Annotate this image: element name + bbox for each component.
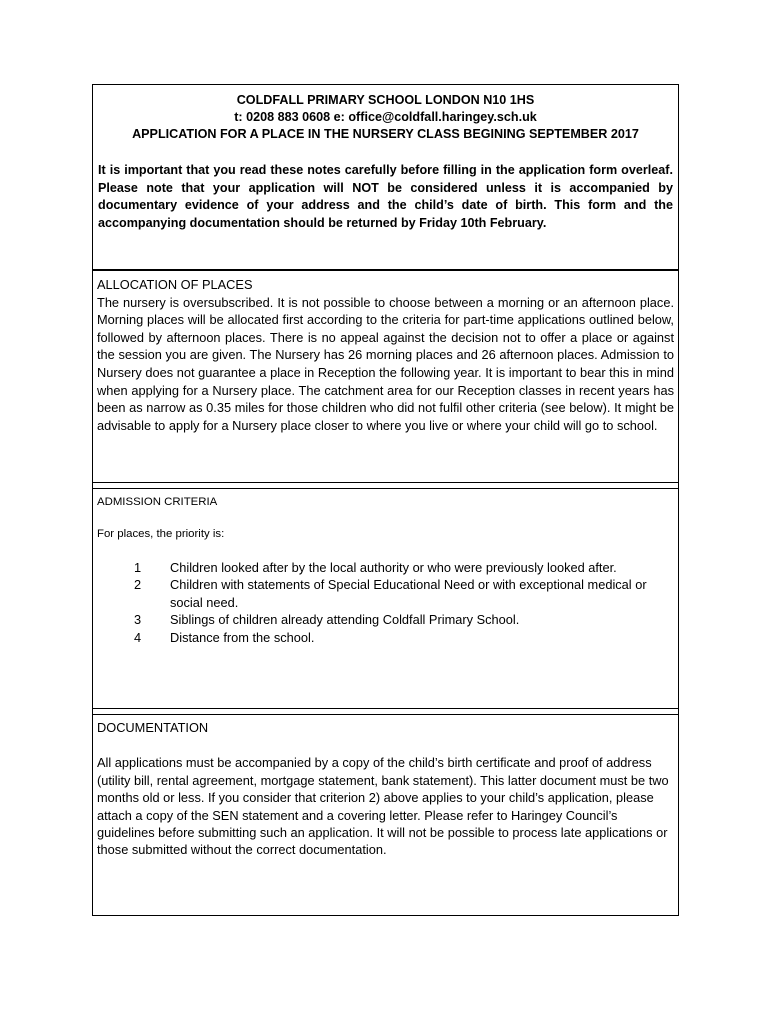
criteria-text: Distance from the school.	[170, 629, 315, 645]
criteria-number: 4	[134, 629, 142, 645]
documentation-text: All applications must be accompanied by a copy of the child’s birth certificate and proof of address (utility bill, rental agreement, mortgage statement, bank statement). This latter document must be two months old or less. If you consider that criterion 2) above applies to your child’s application, please attach a copy of the SEN statement and a covering letter. Please refer to Haringey Council’s guidelines before submitting such an application. It will not be possible to process late applications or those submitted without the correct documentation.	[97, 755, 669, 858]
documentation-section	[92, 714, 679, 916]
allocation-section	[92, 270, 679, 483]
form-title: APPLICATION FOR A PLACE IN THE NURSERY CLASS BEGINING SEPTEMBER 2017	[132, 127, 639, 141]
criteria-number: 2	[134, 577, 142, 593]
criteria-list	[97, 559, 674, 646]
list-item	[97, 629, 674, 646]
criteria-text: Children looked after by the local authority or who were previously looked after.	[170, 560, 617, 575]
school-contact: t: 0208 883 0608 e: office@coldfall.haringey.sch.uk	[234, 110, 537, 124]
criteria-number: 3	[134, 612, 142, 628]
important-notes: It is important that you read these notes carefully before filling in the application form overleaf. Please note that your application will NOT be considered unless it is accompanied by documentary evidence of your address and the child’s date of birth. This form and the accompanying documentation should be returned by Friday 10th February.	[98, 163, 673, 230]
criteria-text: Children with statements of Special Educational Need or with exceptional medical or social need.	[170, 577, 647, 610]
allocation-text: The nursery is oversubscribed. It is not possible to choose between a morning or an afternoon place. Morning places will be allocated first according to the criteria for part-time applications outlined below, followed by afternoon places. There is no appeal against the decision not to offer a place or against the session you are given. The Nursery has 26 morning places and 26 afternoon places. Admission to Nursery does not guarantee a place in Reception the following year. It is important to bear this in mind when applying for a Nursery place. The catchment area for our Reception classes in recent years has been as narrow as 0.35 miles for those children who did not fulfil other criteria (see below). It might be advisable to apply for a Nursery place closer to where you live or where your child will go to school.	[97, 294, 674, 433]
criteria-intro: For places, the priority is:	[97, 528, 225, 540]
school-name-address: COLDFALL PRIMARY SCHOOL LONDON N10 1HS	[236, 93, 535, 107]
list-item	[97, 611, 674, 628]
list-item	[97, 576, 674, 611]
criteria-heading: ADMISSION CRITERIA	[97, 496, 218, 508]
list-item	[97, 559, 674, 576]
application-form	[92, 84, 679, 916]
documentation-heading: DOCUMENTATION	[97, 720, 209, 735]
criteria-number: 1	[134, 560, 142, 575]
allocation-heading: ALLOCATION OF PLACES	[97, 277, 253, 292]
admission-criteria-section	[92, 488, 679, 709]
form-header	[92, 84, 679, 270]
criteria-text: Siblings of children already attending Coldfall Primary School.	[170, 612, 520, 628]
